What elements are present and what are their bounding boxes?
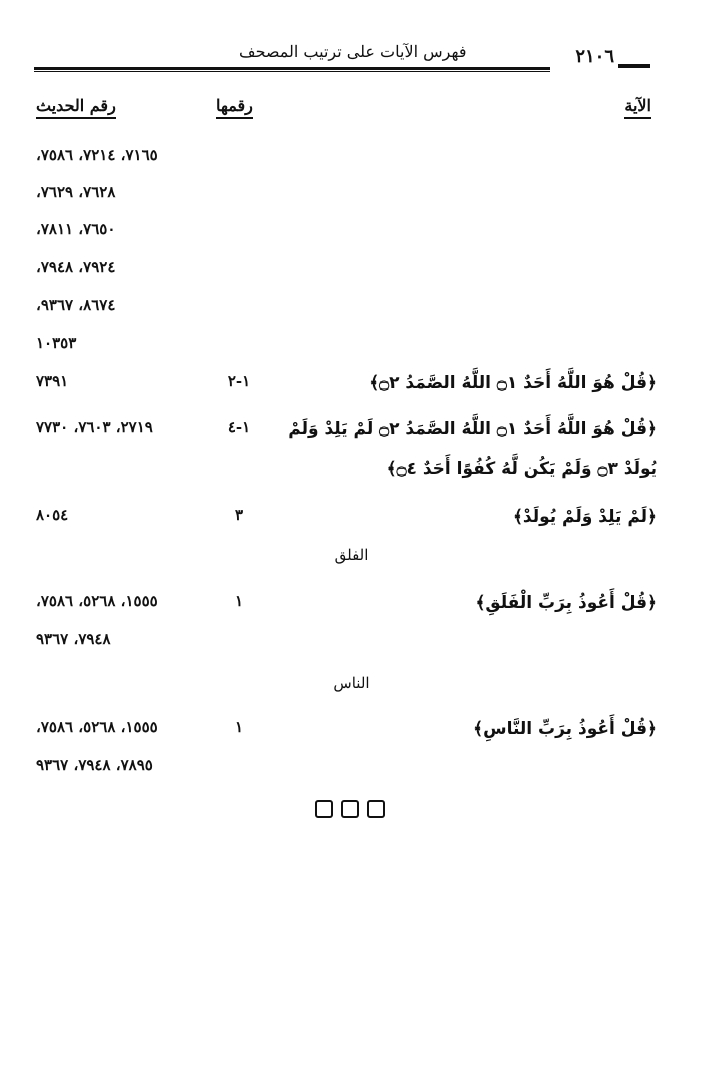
list-item [0, 183, 703, 213]
table-row-continuation [0, 458, 703, 488]
hadith-numbers: ٨٦٧٤، ٩٣٦٧، [36, 296, 116, 314]
square-icon [367, 800, 385, 818]
hadith-numbers: ٧٦٢٨، ٧٦٢٩، [36, 183, 116, 201]
ayah-text: ﴿قُلْ أَعُوذُ بِرَبِّ النَّاسِ﴾ [473, 719, 657, 739]
square-icon [341, 800, 359, 818]
hadith-numbers: ١٥٥٥، ٥٢٦٨، ٧٥٨٦، [36, 718, 158, 736]
column-header-ayah: الآية [624, 96, 651, 119]
list-item [0, 756, 703, 786]
page-header [34, 40, 650, 80]
ayah-number: ١-٤ [227, 418, 251, 436]
page-number: ٢١٠٦ [575, 46, 614, 67]
ayah-text: ﴿قُلْ هُوَ اللَّهُ أَحَدٌ ۝١ اللَّهُ الصَّمَدُ ۝٢ لَمْ يَلِدْ وَلَمْ [288, 419, 657, 439]
hadith-numbers: ٧١٦٥، ٧٢١٤، ٧٥٨٦، [36, 146, 158, 164]
hadith-numbers: ٢٧١٩، ٧٦٠٣، ٧٧٣٠ [36, 418, 153, 436]
hadith-numbers: ٧٨٩٥، ٧٩٤٨، ٩٣٦٧ [36, 756, 153, 774]
list-item [0, 630, 703, 660]
hadith-numbers: ١٥٥٥، ٥٢٦٨، ٧٥٨٦، [36, 592, 158, 610]
hadith-numbers: ٧٣٩١ [36, 372, 69, 390]
surah-heading-nas: الناس [333, 674, 370, 692]
surah-heading-falaq: الفلق [334, 546, 369, 564]
hadith-numbers: ٧٦٥٠، ٧٨١١، [36, 220, 116, 238]
ayah-text: ﴿قُلْ هُوَ اللَّهُ أَحَدٌ ۝١ اللَّهُ الصَّمَدُ ۝٢﴾ [369, 373, 657, 393]
header-title: فهرس الآيات على ترتيب المصحف [239, 42, 467, 61]
hadith-numbers: ٧٩٢٤، ٧٩٤٨، [36, 258, 116, 276]
ayah-text: ﴿قُلْ أَعُوذُ بِرَبِّ الْفَلَقِ﴾ [475, 593, 657, 613]
square-icon [315, 800, 333, 818]
list-item [0, 220, 703, 250]
header-rule [34, 67, 550, 72]
list-item [0, 258, 703, 288]
ayah-number: ١ [234, 718, 244, 736]
table-row [0, 592, 703, 622]
table-row [0, 372, 703, 402]
list-item [0, 296, 703, 326]
table-row [0, 418, 703, 448]
hadith-numbers: ١٠٣٥٣ [36, 334, 77, 352]
ayah-number: ١-٢ [227, 372, 251, 390]
list-item [0, 146, 703, 176]
column-header-ayah-number: رقمها [216, 96, 253, 119]
table-row [0, 506, 703, 536]
hadith-numbers: ٨٠٥٤ [36, 506, 69, 524]
table-row [0, 718, 703, 748]
header-rule-right [618, 64, 650, 68]
ayah-text: ﴿لَمْ يَلِدْ وَلَمْ يُولَدْ﴾ [512, 507, 657, 527]
end-of-section-marker [315, 800, 385, 818]
ayah-number: ٣ [234, 506, 244, 524]
ayah-number: ١ [234, 592, 244, 610]
list-item [0, 334, 703, 364]
hadith-numbers: ٧٩٤٨، ٩٣٦٧ [36, 630, 111, 648]
ayah-text: يُولَدْ ۝٣ وَلَمْ يَكُن لَّهُ كُفُوًا أَحَدٌ ۝٤﴾ [386, 459, 657, 479]
column-header-hadith-number: رقم الحديث [36, 96, 116, 119]
